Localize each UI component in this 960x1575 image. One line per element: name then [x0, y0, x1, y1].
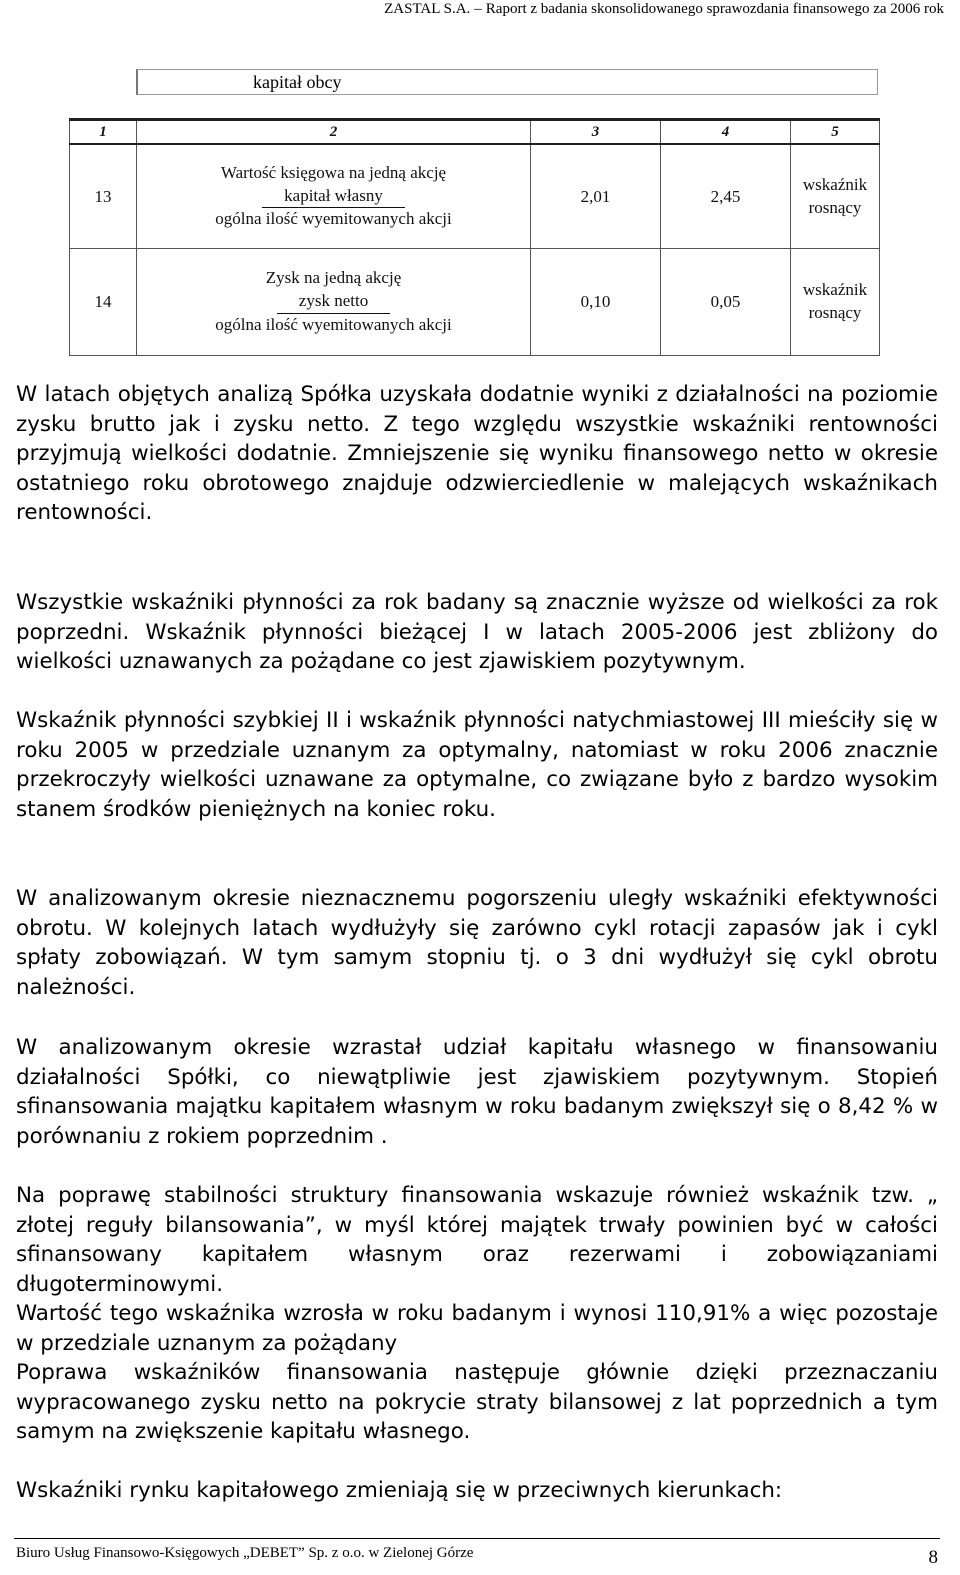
row-number: 14	[70, 249, 137, 356]
ratio-trend	[791, 249, 880, 356]
table-caption-row	[136, 69, 878, 95]
ratio-name: Zysk na jedną akcję	[265, 268, 402, 288]
value-2005: 0,10	[531, 249, 661, 356]
ratio-formula	[137, 144, 531, 249]
header-separator: –	[474, 1, 482, 17]
paragraph-golden-rule: Na poprawę stabilności struktury finansowania wskazuje również wskaźnik tzw. „ złotej reguły bilansowania”, w myśl której majątek trwały powinien być w całości sfinansowany kapitałem własnym oraz rezerwami i zobowiązaniami długoterminowymi.	[16, 1183, 938, 1297]
paragraph-liquidity: Wszystkie wskaźniki płynności za rok badany są znacznie wyższe od wielkości za rok poprzedni. Wskaźnik płynności bieżącej I w latach 2005-2006 jest zbliżony do wielkości uznawanych za pożądane co jest zjawiskiem pozytywnym.	[16, 590, 938, 675]
column-header: 5	[791, 120, 880, 145]
value-2006: 0,05	[661, 249, 791, 356]
table-row	[70, 144, 880, 249]
paragraph-capital-market: Wskaźniki rynku kapitałowego zmieniają się w przeciwnych kierunkach:	[16, 1478, 783, 1503]
column-header: 1	[70, 120, 137, 145]
ratio-trend	[791, 144, 880, 249]
page-number: 8	[928, 1547, 938, 1568]
running-header	[384, 1, 944, 18]
column-header: 4	[661, 120, 791, 145]
trend-line-1: wskaźnik	[802, 280, 868, 300]
ratio-denominator: ogólna ilość wyemitowanych akcji	[215, 209, 452, 229]
column-header: 3	[531, 120, 661, 145]
ratio-numerator: kapitał własny	[262, 185, 405, 209]
table-caption-label: kapitał obcy	[253, 72, 342, 92]
table-header-row	[70, 120, 880, 145]
paragraph-quick-liquidity: Wskaźnik płynności szybkiej II i wskaźnik płynności natychmiastowej III mieściły się w roku 2005 w przedziale uznanym za optymalny, natomiast w roku 2006 znacznie przekroczyły wielkości uznawane za optymalne, co związane było z bardzo wysokim stanem środków pieniężnych na koniec roku.	[16, 708, 938, 822]
header-title: Raport z badania skonsolidowanego sprawozdania finansowego za 2006 rok	[485, 1, 944, 17]
paragraph-ratio-value: Wartość tego wskaźnika wzrosła w roku badanym i wynosi 110,91% a więc pozostaje w przedziale uznanym za pożądany	[16, 1301, 938, 1356]
paragraph-equity-share: W analizowanym okresie wzrastał udział kapitału własnego w finansowaniu działalności Spółki, co niewątpliwie jest zjawiskiem pozytywnym. Stopień sfinansowania majątku kapitałem własnym w roku badanym zwiększył się o 8,42 % w porównaniu z rokiem poprzednim .	[16, 1035, 938, 1149]
footer-text: Biuro Usług Finansowo-Księgowych „DEBET” Sp. z o.o. w Zielonej Górze	[16, 1545, 474, 1561]
trend-line-2: rosnący	[808, 197, 862, 217]
paragraph-turnover: W analizowanym okresie nieznacznemu pogorszeniu uległy wskaźniki efektywności obrotu. W kolejnych latach wydłużyły się zarówno cykl rotacji zapasów jak i cykl spłaty zobowiązań. W tym samym stopniu tj. o 3 dni wydłużył się cykl obrotu należności.	[16, 886, 938, 1000]
trend-line-1: wskaźnik	[802, 174, 868, 194]
ratio-denominator: ogólna ilość wyemitowanych akcji	[215, 314, 452, 334]
ratio-formula	[137, 249, 531, 356]
trend-line-2: rosnący	[808, 303, 862, 322]
ratios-table	[69, 118, 880, 356]
paragraph-financing-improvement: Poprawa wskaźników finansowania następuje głównie dzięki przeznaczaniu wypracowanego zysku netto na pokrycie straty bilansowej z lat poprzednich a tym samym na zwiększenie kapitału własnego.	[16, 1360, 938, 1445]
value-2005: 2,01	[531, 144, 661, 249]
table-row	[70, 249, 880, 356]
footer-divider	[14, 1538, 940, 1539]
row-number: 13	[70, 144, 137, 249]
header-company: ZASTAL S.A.	[384, 1, 471, 17]
value-2006: 2,45	[661, 144, 791, 249]
paragraph-profitability: W latach objętych analizą Spółka uzyskała dodatnie wyniki z działalności na poziomie zysku brutto jak i zysku netto. Z tego względu wszystkie wskaźniki rentowności przyjmują wielkości dodatnie. Zmniejszenie się wyniku finansowego netto w okresie ostatniego roku obrotowego znajduje odzwierciedlenie w malejących wskaźnikach rentowności.	[16, 382, 938, 526]
ratio-name: Wartość księgowa na jedną akcję	[220, 162, 447, 182]
ratio-numerator: zysk netto	[277, 290, 390, 314]
column-header: 2	[137, 120, 531, 145]
